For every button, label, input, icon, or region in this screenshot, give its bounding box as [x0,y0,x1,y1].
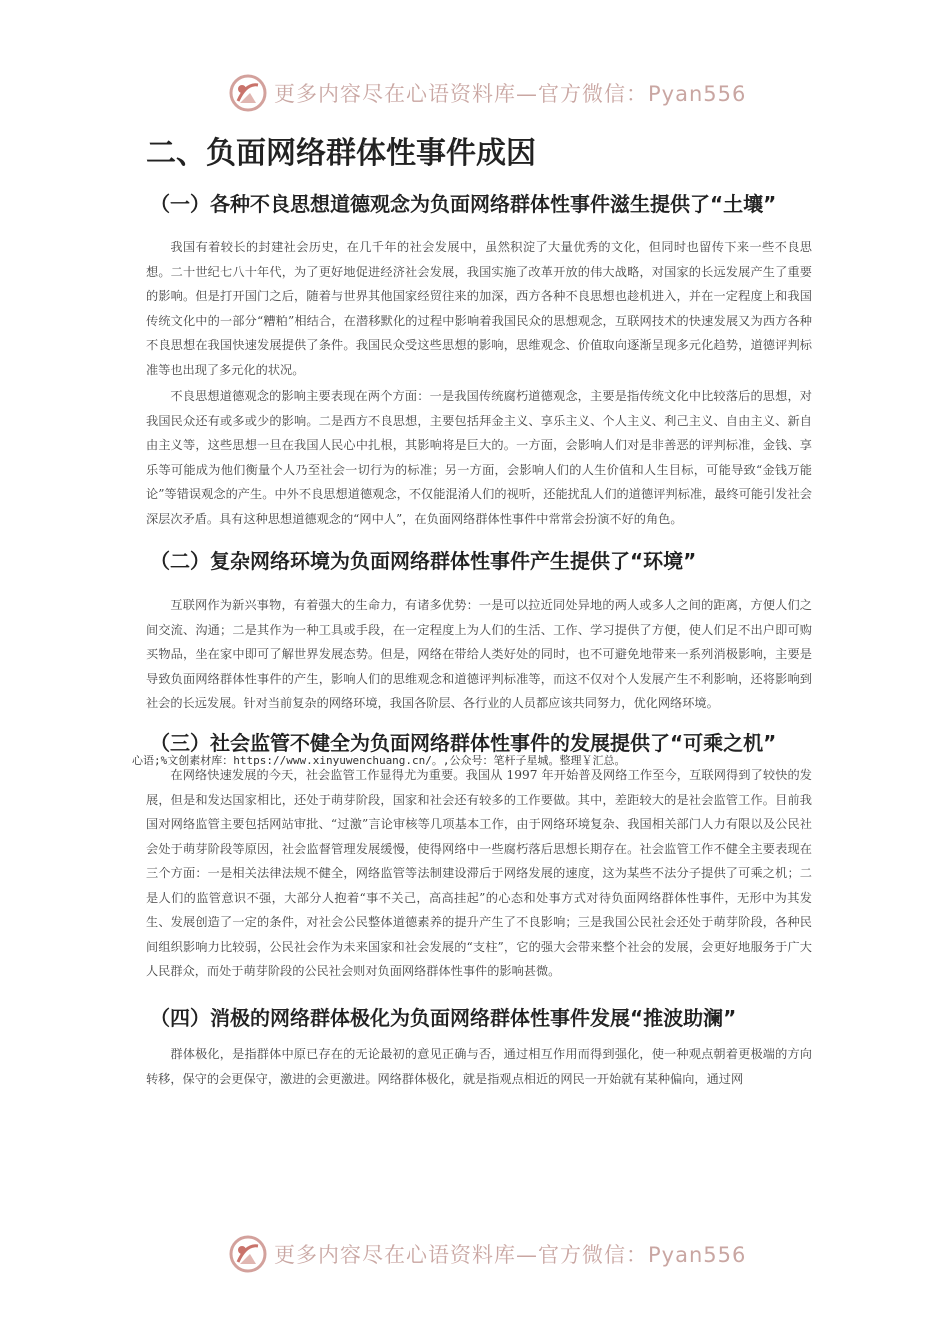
section-heading-3: （三）社会监管不健全为负面网络群体性事件的发展提供了“可乘之机” [150,731,777,755]
source-note: 心语;%文创素材库：https://www.xinyuwenchuang.cn/。,公众号：笔杆子星城。整理￥汇总。 [132,754,626,767]
paragraph-3-1: 在网络快速发展的今天，社会监管工作显得尤为重要。我国从 1997 年开始普及网络工作至今，互联网得到了较快的发展，但是和发达国家相比，还处于萌芽阶段，国家和社会还有较多的工作要做。其中，差距较大的是社会监管工作。目前我国对网络监管主要包括网站审批、“过激”言论审核等几项基本工作，由于网络环境复杂、我国相关部门人力有限以及公民社会处于萌芽阶段等原因，社会监督管理发展缓慢，使得网络中一些腐朽落后思想长期存在。社会监管工作不健全主要表现在三个方面：一是相关法律法规不健全，网络监管等法制建设滞后于网络发展的速度，这为某些不法分子提供了可乘之机；二是人们的监管意识不强，大部分人抱着“事不关己，高高挂起”的心态和处事方式对待负面网络群体性事件，无形中为其发生、发展创造了一定的条件，对社会公民整体道德素养的提升产生了不良影响；三是我国公民社会还处于萌芽阶段，各种民间组织影响力比较弱，公民社会作为未来国家和社会发展的“支柱”，它的强大会带来整个社会的发展，会更好地服务于广大人民群众，而处于萌芽阶段的公民社会则对负面网络群体性事件的影响甚微。 [146,768,812,978]
page-title: 二、负面网络群体性事件成因 [146,136,536,171]
paragraph-1-2: 不良思想道德观念的影响主要表现在两个方面：一是我国传统腐朽道德观念，主要是指传统文化中比较落后的思想，对我国民众还有或多或少的影响。二是西方不良思想，主要包括拜金主义、享乐主义、个人主义、利己主义、自由主义、新自由主义等，这些思想一旦在我国人民心中扎根，其影响将是巨大的。一方面，会影响人们对是非善恶的评判标准，金钱、享乐等可能成为他们衡量个人乃至社会一切行为的标准；另一方面，会影响人们的人生价值和人生目标，可能导致“金钱万能论”等错误观念的产生。中外不良思想道德观念，不仅能混淆人们的视听，还能扰乱人们的道德评判标准，最终可能引发社会深层次矛盾。具有这种思想道德观念的“网中人”，在负面网络群体性事件中常常会扮演不好的角色。 [146,389,812,526]
section-heading-1: （一）各种不良思想道德观念为负面网络群体性事件滋生提供了“土壤” [150,192,777,216]
section-heading-4: （四）消极的网络群体极化为负面网络群体性事件发展“推波助澜” [150,1006,737,1030]
section-heading-2: （二）复杂网络环境为负面网络群体性事件产生提供了“环境” [150,549,697,573]
paragraph-2-1: 互联网作为新兴事物，有着强大的生命力，有诸多优势：一是可以拉近同处异地的两人或多人之间的距离，方便人们之间交流、沟通；二是其作为一种工具或手段，在一定程度上为人们的生活、工作、学习提供了方便，使人们足不出户即可购买物品，坐在家中即可了解世界发展态势。但是，网络在带给人类好处的同时，也不可避免地带来一系列消极影响，主要是导致负面网络群体性事件的产生，影响人们的思维观念和道德评判标准等，而这不仅对个人发展产生不利影响，还将影响到社会的长远发展。针对当前复杂的网络环境，我国各阶层、各行业的人员都应该共同努力，优化网络环境。 [146,598,812,710]
paragraph-4-1: 群体极化，是指群体中原已存在的无论最初的意见正确与否，通过相互作用而得到强化，使一种观点朝着更极端的方向转移，保守的会更保守，激进的会更激进。网络群体极化，就是指观点相近的网民一开始就有某种偏向，通过网 [146,1047,812,1086]
paragraph-1-1: 我国有着较长的封建社会历史，在几千年的社会发展中，虽然积淀了大量优秀的文化，但同时也留传下来一些不良思想。二十世纪七八十年代，为了更好地促进经济社会发展，我国实施了改革开放的伟大战略，对国家的长远发展产生了重要的影响。但是打开国门之后，随着与世界其他国家经贸往来的加深，西方各种不良思想也趁机进入，并在一定程度上和我国传统文化中的一部分“糟粕”相结合，在潜移默化的过程中影响着我国民众的思想观念，互联网技术的快速发展又为西方各种不良思想在我国快速发展提供了条件。我国民众受这些思想的影响，思维观念、价值取向逐渐呈现多元化趋势，道德评判标准等也出现了多元化的状况。 [146,240,812,377]
footer-banner [0,1232,950,1276]
brand-logo-icon [228,1234,268,1274]
header-banner [0,71,950,115]
banner-text: 更多内容尽在心语资料库—官方微信：Pyan556 [274,1243,747,1267]
banner-text: 更多内容尽在心语资料库—官方微信：Pyan556 [274,82,747,106]
brand-logo-icon [228,73,268,113]
